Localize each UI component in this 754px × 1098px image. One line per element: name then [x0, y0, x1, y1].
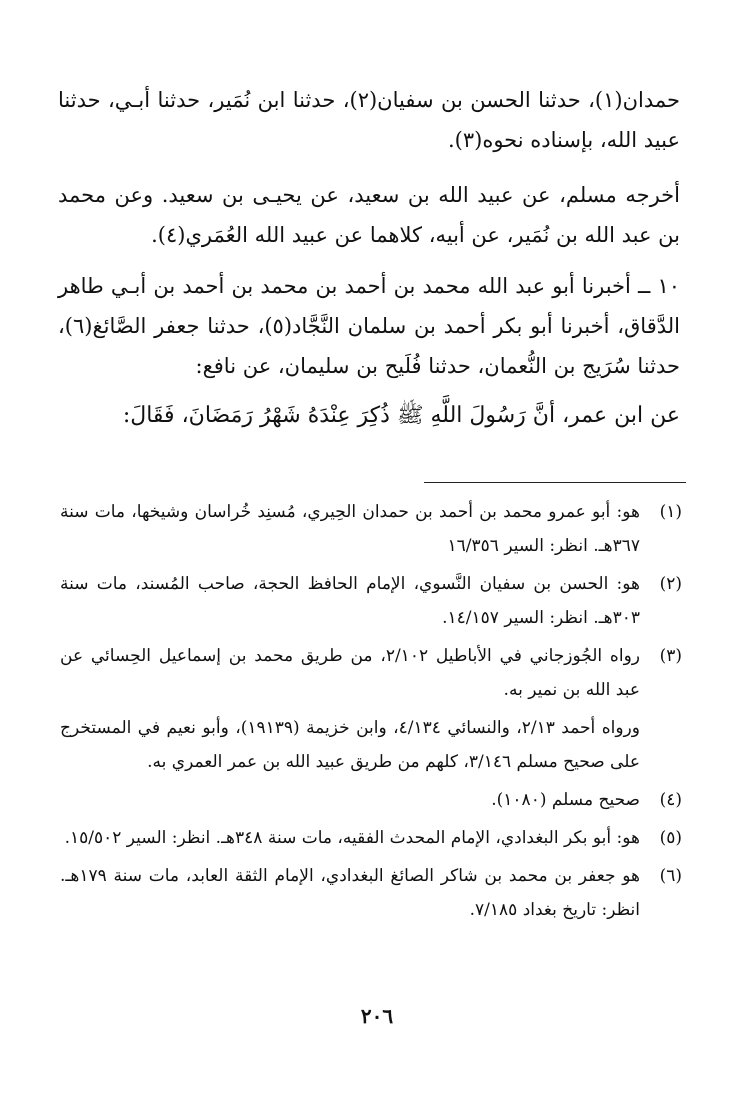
footnote-text: ورواه أحمد ٢/١٣، والنسائي ٤/١٣٤، وابن خزيمة (١٩١٣٩)، وأبو نعيم في المستخرج على صحيح مسلم ٣/١٤٦، كلهم من طريق عبيد الله بن عمر العمري به.	[60, 718, 640, 772]
footnote-text: هو جعفر بن محمد بن شاكر الصائغ البغدادي، الإمام الثقة العابد، مات سنة ١٧٩هـ. انظر: تاريخ بغداد ٧/١٨٥.	[60, 866, 640, 920]
footnote-4	[60, 783, 682, 817]
footnote-number: (٦)	[659, 866, 682, 886]
paragraph-4-hadith-text: عن ابن عمر، أنَّ رَسُولَ اللَّهِ ﷺ ذُكِرَ عِنْدَهُ شَهْرُ رَمَضَانَ، فَقَالَ:	[122, 403, 680, 428]
paragraph-1: حمدان(١)، حدثنا الحسن بن سفيان(٢)، حدثنا ابن نُمَير، حدثنا أبـي، حدثنا عبيد الله، بإسناده نحوه(٣).	[58, 88, 680, 152]
page-number: ٢٠٦	[360, 1004, 394, 1028]
footnote-text: هو: أبو عمرو محمد بن أحمد بن حمدان الحِيري، مُسنِد خُراسان وشيخها، مات سنة ٣٦٧هـ. انظر: السير ١٦/٣٥٦	[60, 502, 640, 556]
main-text	[58, 80, 680, 436]
footnote-number: (١)	[659, 502, 682, 522]
footnote-number: (٣)	[659, 646, 682, 666]
footnote-text: صحيح مسلم (١٠٨٠).	[491, 790, 640, 810]
footnote-6	[60, 859, 682, 927]
footnote-text: هو: أبو بكر البغدادي، الإمام المحدث الفقيه، مات سنة ٣٤٨هـ. انظر: السير ١٥/٥٠٢.	[64, 828, 640, 848]
footnote-2	[60, 567, 682, 635]
footnote-number: (٤)	[659, 790, 682, 810]
footnote-text: رواه الجُوزجاني في الأباطيل ٢/١٠٢، من طريق محمد بن إسماعيل الحِسائي عن عبد الله بن نمير به.	[60, 646, 640, 700]
footnote-separator	[424, 482, 686, 483]
footnote-3	[60, 639, 682, 707]
footnote-text: هو: الحسن بن سفيان النَّسوي، الإمام الحافظ الحجة، صاحب المُسند، مات سنة ٣٠٣هـ. انظر: السير ١٤/١٥٧.	[60, 574, 640, 628]
paragraph-2: أخرجه مسلم، عن عبيد الله بن سعيد، عن يحيـى بن سعيد. وعن محمد بن عبد الله بن نُمَير، عن أبيه، كلاهما عن عبيد الله العُمَري(٤).	[58, 183, 680, 247]
footnote-number: (٢)	[659, 574, 682, 594]
footnote-3-continuation	[60, 711, 682, 779]
footnote-5	[60, 821, 682, 855]
footnote-number: (٥)	[659, 828, 682, 848]
footnotes	[60, 495, 682, 931]
footnote-1	[60, 495, 682, 563]
paragraph-3-hadith-10: ١٠ ــ أخبرنا أبو عبد الله محمد بن أحمد بن محمد بن أحمد بن أبـي طاهر الدَّقاق، أخبرنا أبو بكر أحمد بن سلمان النَّجَّاد(٥)، حدثنا جعفر الصَّائغ(٦)، حدثنا سُرَيج بن النُّعمان، حدثنا فُلَيح بن سليمان، عن نافع:	[58, 274, 680, 378]
